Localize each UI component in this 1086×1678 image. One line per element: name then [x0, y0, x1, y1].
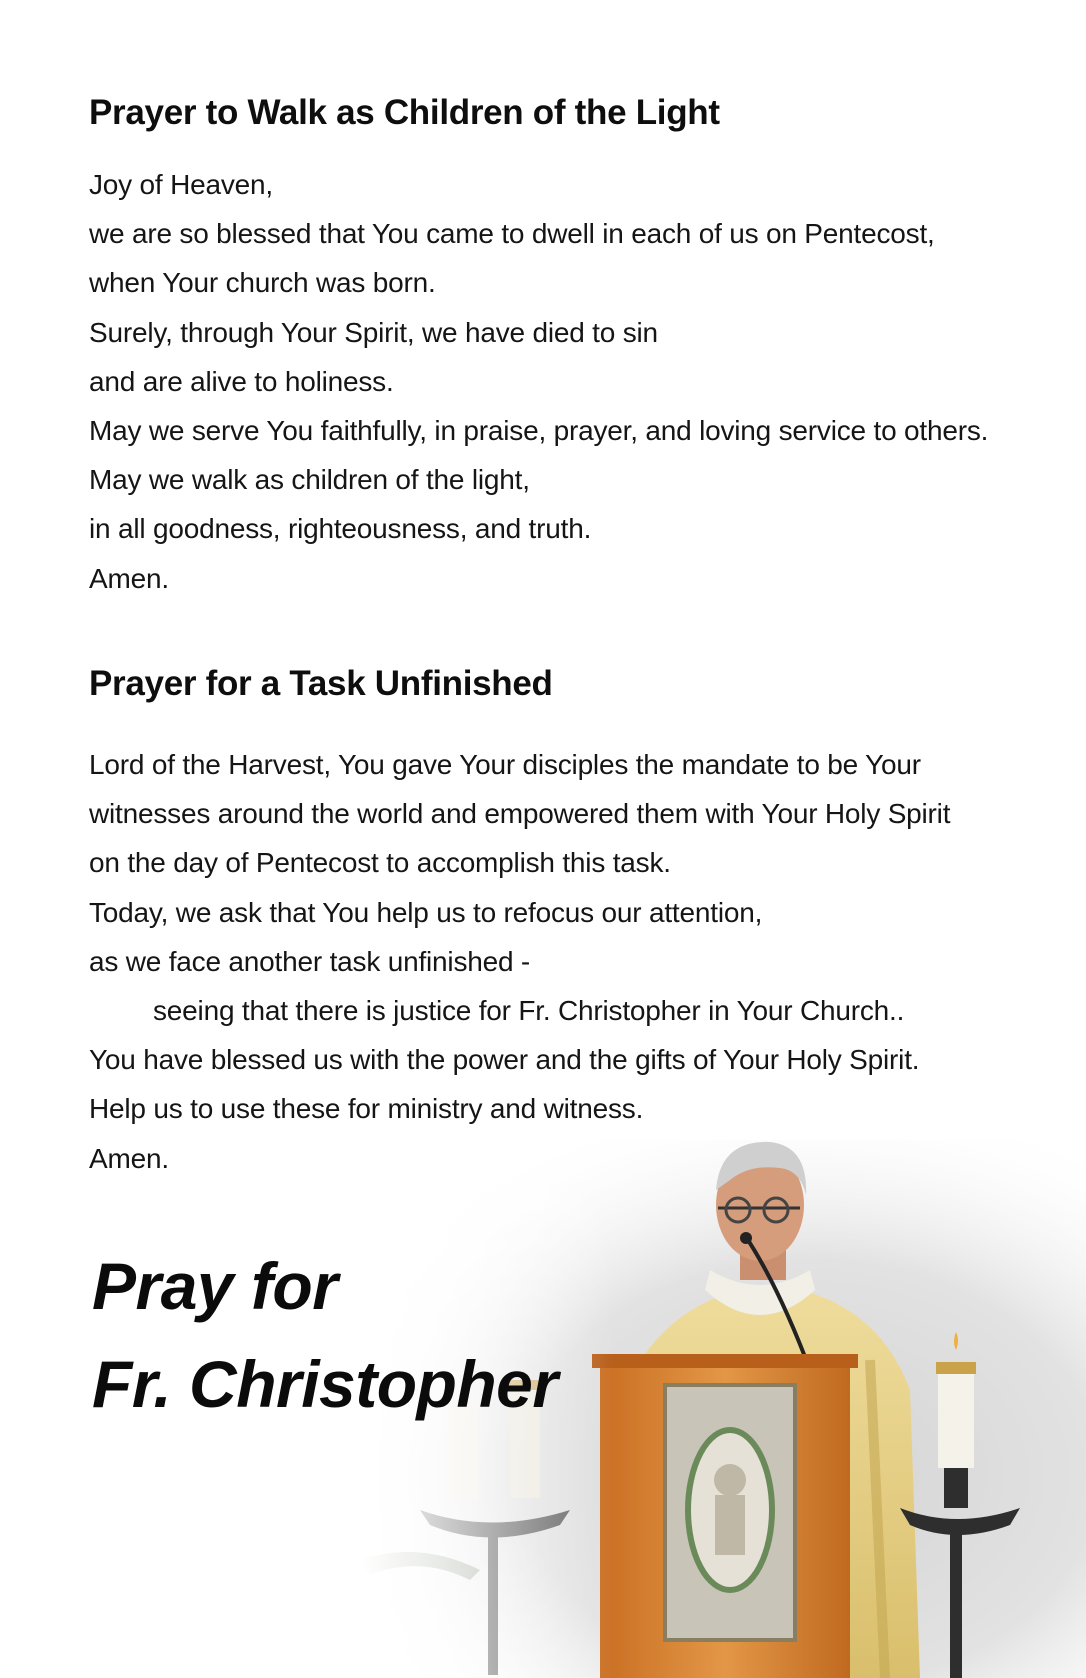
prayer-line: Today, we ask that You help us to refocus our attention,	[89, 896, 763, 928]
banner-pray-for: Pray for	[92, 1249, 338, 1323]
prayer-line: Lord of the Harvest, You gave Your disciples the mandate to be Your	[89, 749, 921, 780]
prayer-line: witnesses around the world and empowered them with Your Holy Spirit	[89, 798, 951, 830]
prayer-line: in all goodness, righteousness, and truth.	[89, 513, 592, 545]
banner-fr-christopher: Fr. Christopher	[92, 1347, 558, 1421]
prayer-line: Amen.	[89, 1142, 169, 1174]
prayer-title-task-unfinished: Prayer for a Task Unfinished	[89, 664, 553, 703]
prayer-line: Amen.	[89, 562, 169, 594]
prayer-text-children-of-light	[89, 160, 988, 603]
prayer-line: May we serve You faithfully, in praise, prayer, and loving service to others.	[89, 415, 989, 447]
prayer-line: on the day of Pentecost to accomplish this task.	[89, 847, 671, 879]
prayer-line: Joy of Heaven,	[89, 169, 273, 200]
prayer-line: as we face another task unfinished -	[89, 945, 531, 977]
prayer-line-indented: seeing that there is justice for Fr. Christopher in Your Church..	[153, 995, 905, 1027]
prayer-line: You have blessed us with the power and the gifts of Your Holy Spirit.	[89, 1044, 920, 1076]
prayer-line: Help us to use these for ministry and witness.	[89, 1093, 644, 1125]
prayer-line: when Your church was born.	[89, 267, 436, 299]
prayer-line: Surely, through Your Spirit, we have died to sin	[89, 316, 658, 348]
prayer-text-task-unfinished	[89, 740, 950, 1183]
prayer-line: and are alive to holiness.	[89, 365, 394, 397]
prayer-line: we are so blessed that You came to dwell in each of us on Pentecost,	[89, 218, 935, 250]
prayer-title-children-of-light: Prayer to Walk as Children of the Light	[89, 93, 720, 132]
prayer-line: May we walk as children of the light,	[89, 464, 530, 496]
